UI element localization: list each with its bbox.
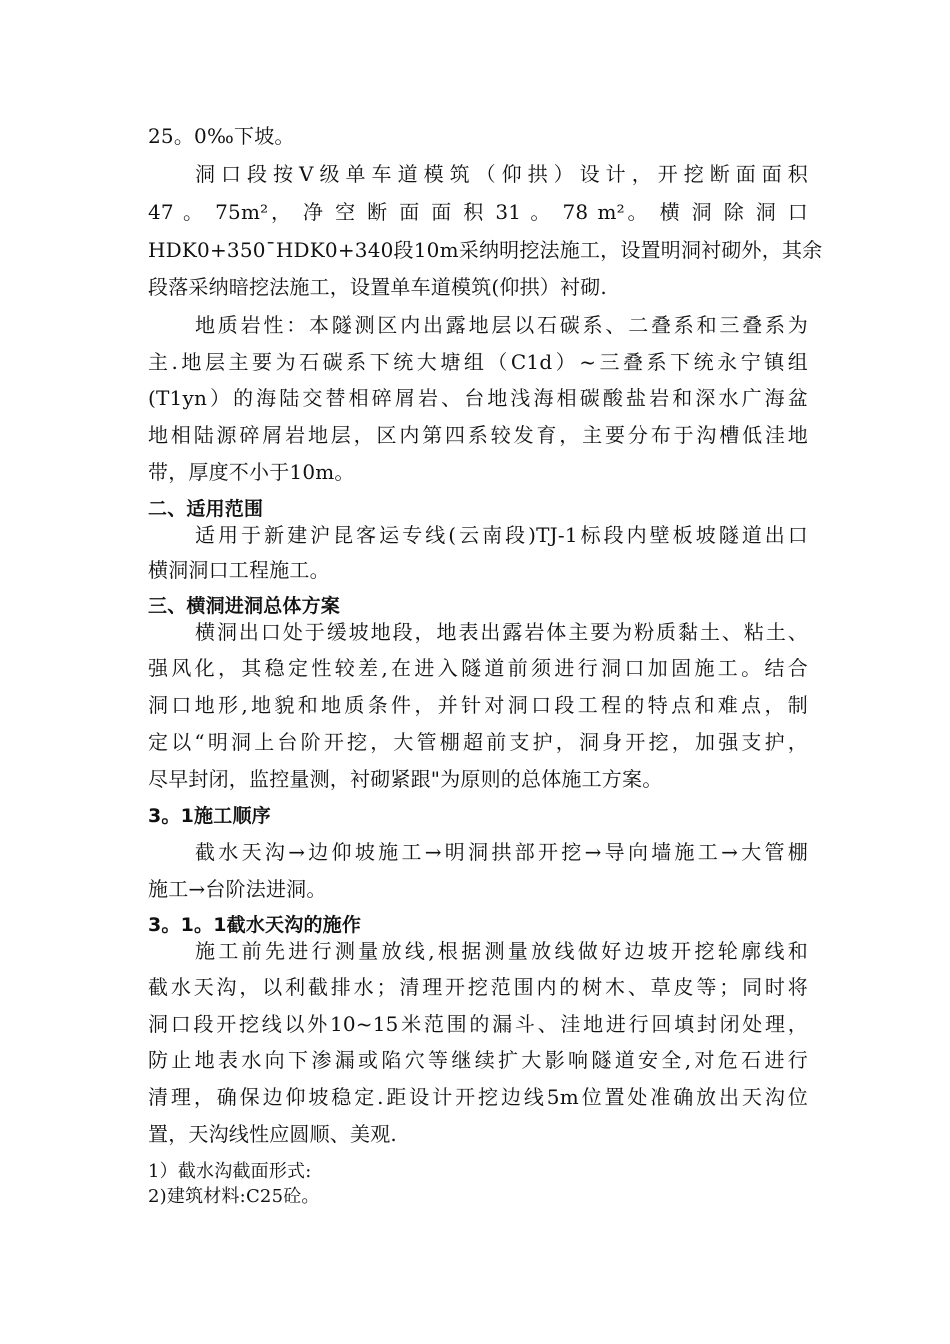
text-line: 横洞洞口工程施工。 [148, 558, 330, 582]
text-line: 尽早封闭，监控量测，衬砌紧跟"为原则的总体施工方案。 [148, 767, 663, 791]
text-line: 施工→台阶法进洞。 [148, 877, 327, 901]
text-line: 地质岩性：本隧测区内出露地层以石碳系、二叠系和三叠系为 [195, 313, 808, 337]
subsection-heading: 3。1施工顺序 [148, 805, 271, 827]
text-line: 带，厚度不小于10m。 [148, 460, 355, 484]
text-line: 防止地表水向下渗漏或陷穴等继续扩大影响隧道安全,对危石进行 [148, 1048, 808, 1072]
subsection-heading: 3。1。1截水天沟的施作 [148, 914, 362, 936]
text-line: 截水天沟，以利截排水；清理开挖范围内的树木、草皮等；同时将 [148, 975, 808, 999]
text-line: 置，天沟线性应圆顺、美观. [148, 1122, 397, 1146]
text-line: 主.地层主要为石碳系下统大塘组（C1d）~三叠系下统永宁镇组 [148, 350, 808, 374]
text-line: (T1yn）的海陆交替相碎屑岩、台地浅海相碳酸盐岩和深水广海盆 [148, 386, 808, 410]
text-line: 横洞出口处于缓坡地段，地表出露岩体主要为粉质黏土、粘土、 [195, 620, 808, 644]
list-item: 1）截水沟截面形式: [148, 1161, 312, 1182]
text-line: 施工前先进行测量放线,根据测量放线做好边坡开挖轮廓线和 [195, 939, 808, 963]
text-line: 定以“明洞上台阶开挖，大管棚超前支护，洞身开挖，加强支护， [148, 730, 808, 754]
text-line: 25。0‰下坡。 [148, 124, 295, 148]
list-item: 2)建筑材料:C25砼。 [148, 1186, 320, 1207]
text-line: 地相陆源碎屑岩地层，区内第四系较发育，主要分布于沟槽低洼地 [148, 423, 808, 447]
text-line: 47 。 75m²， 净 空 断 面 面 积 31 。 78 m²。 横 洞 除 洞 口 [148, 200, 808, 224]
section-heading: 三、横洞进洞总体方案 [148, 595, 341, 617]
section-heading: 二、适用范围 [148, 498, 264, 520]
text-line: 强风化，其稳定性较差,在进入隧道前须进行洞口加固施工。结合 [148, 656, 808, 680]
text-line: 洞口段按V级单车道模筑（仰拱）设计，开挖断面面积 [195, 162, 808, 186]
text-line: 清理，确保边仰坡稳定.距设计开挖边线5m位置处准确放出天沟位 [148, 1085, 808, 1109]
text-line: 截水天沟→边仰坡施工→明洞拱部开挖→导向墙施工→大管棚 [195, 840, 808, 864]
text-line: 洞口地形,地貌和地质条件，并针对洞口段工程的特点和难点，制 [148, 693, 808, 717]
text-line: 洞口段开挖线以外10~15米范围的漏斗、洼地进行回填封闭处理， [148, 1012, 808, 1036]
text-line: HDK0+350¯HDK0+340段10m采纳明挖法施工，设置明洞衬砌外，其余 [148, 238, 823, 262]
text-line: 段落采纳暗挖法施工，设置单车道模筑(仰拱）衬砌. [148, 275, 607, 299]
text-line: 适用于新建沪昆客运专线(云南段)TJ-1标段内壁板坡隧道出口 [195, 523, 808, 547]
